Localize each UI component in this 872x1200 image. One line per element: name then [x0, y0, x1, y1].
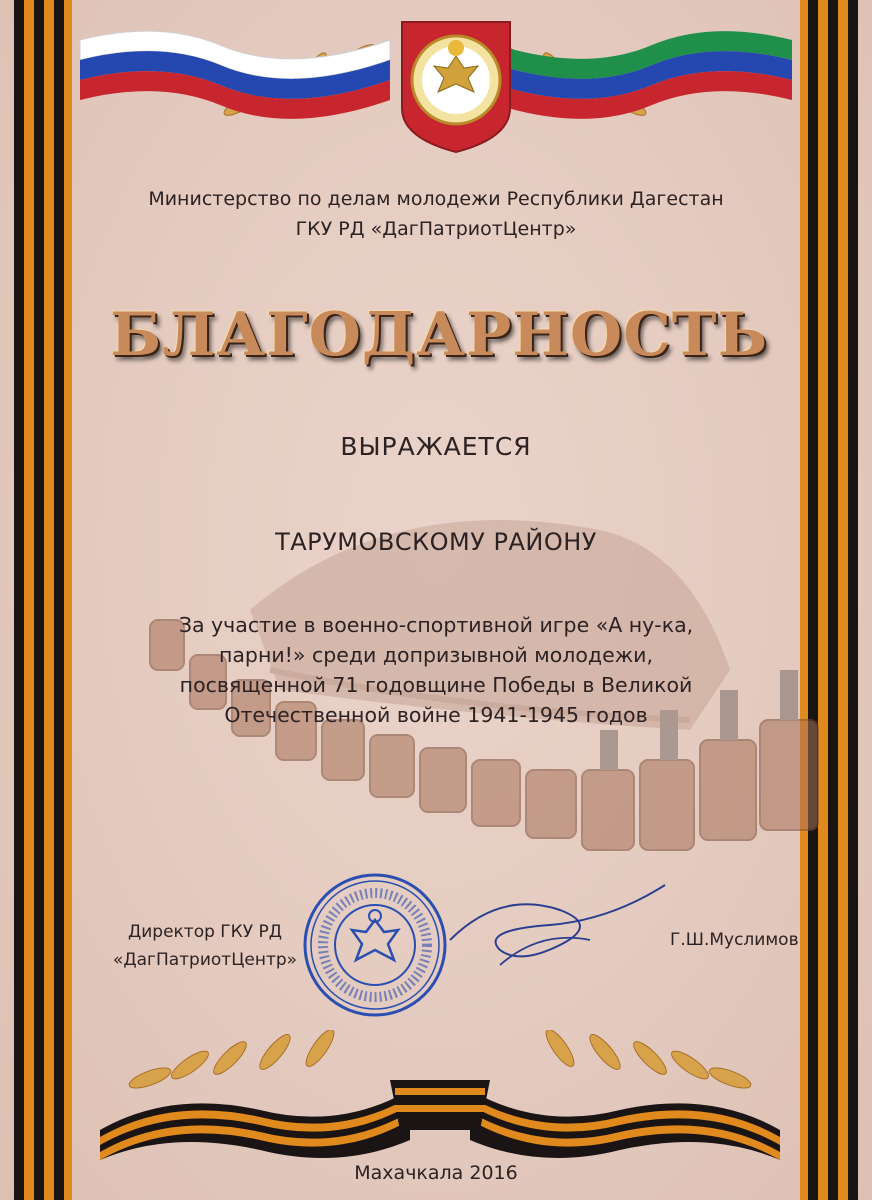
- reason-line: посвященной 71 годовщине Победы в Великой: [179, 673, 693, 697]
- reason-line: Отечественной войне 1941-1945 годов: [224, 703, 648, 727]
- certificate-title: БЛАГОДАРНОСТЬ: [110, 300, 769, 370]
- reason-line: парни!» среди допризывной молодежи,: [218, 643, 654, 667]
- reason-line: За участие в военно-спортивной игре «А ну-ка,: [178, 613, 694, 637]
- st-george-ribbon: [90, 1030, 790, 1165]
- dagestan-coat-of-arms-icon: [398, 18, 514, 156]
- award-reason: [140, 610, 732, 730]
- ministry-name: Министерство по делам молодежи Республики Дагестан: [148, 188, 724, 210]
- signer-name: Г.Ш.Муслимов: [670, 930, 799, 950]
- director-title-line: «ДагПатриотЦентр»: [112, 950, 298, 970]
- official-seal-icon: [300, 870, 450, 1020]
- left-ribbon-stripes: [14, 0, 72, 1200]
- director-title-line: Директор ГКУ РД: [127, 922, 283, 942]
- organization-name: ГКУ РД «ДагПатриотЦентр»: [295, 218, 577, 240]
- recipient-name: ТАРУМОВСКОМУ РАЙОНУ: [275, 528, 597, 556]
- director-title: [105, 918, 305, 974]
- handwritten-signature: [440, 870, 670, 990]
- city-and-year: Махачкала 2016: [354, 1162, 518, 1184]
- expressed-heading: ВЫРАЖАЕТСЯ: [340, 432, 532, 461]
